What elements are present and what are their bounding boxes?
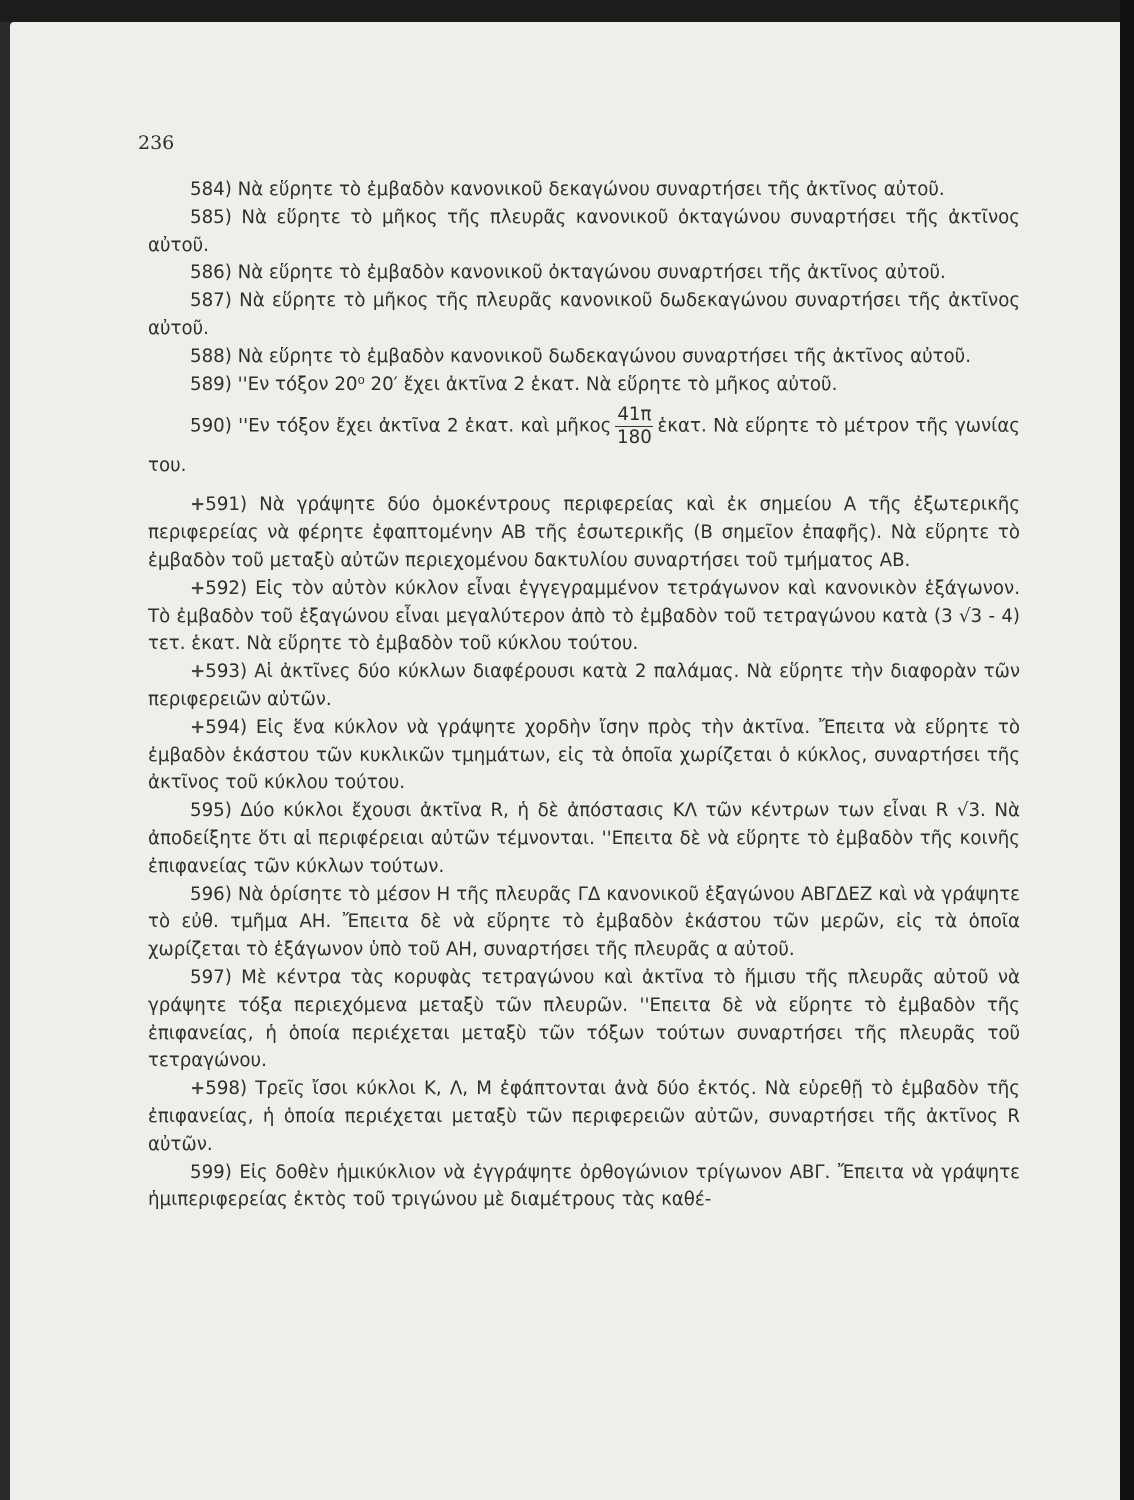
page-number: 236: [138, 132, 175, 154]
scan-top-border: [0, 0, 1134, 22]
problem-591: +591) Νὰ γράψητε δύο ὁμοκέντρους περιφερείας καὶ ἐκ σημείου Α τῆς ἐξωτερικῆς περιφερείας νὰ φέρητε ἐφαπτομένην ΑΒ τῆς ἐσωτερικῆς (Β σημεῖον ἐπαφῆς). Νὰ εὕρητε τὸ ἐμβαδὸν τοῦ μεταξὺ αὐτῶν περιεχομένου δακτυλίου συναρτήσει τοῦ τμήματος ΑΒ.: [148, 494, 1020, 571]
problem-number: 588: [190, 345, 225, 367]
handwritten-cross-mark: +: [190, 494, 206, 516]
problem-592: +592) Εἰς τὸν αὐτὸν κύκλον εἶναι ἐγγεγραμμένον τετράγωνον καὶ κανονικὸν ἑξάγωνον. Τὸ ἐμβαδὸν τοῦ ἑξαγώνου εἶναι μεγαλύτερον ἀπὸ τὸ ἐμβαδὸν τοῦ τετραγώνου κατὰ (3 √3 - 4) τετ. ἑκατ. Νὰ εὕρητε τὸ ἐμβαδὸν τοῦ κύκλου τούτου.: [148, 577, 1020, 655]
problem-list: [148, 176, 1020, 1214]
problem-number: 593: [205, 661, 240, 683]
problem-number: 594: [205, 716, 240, 738]
handwritten-cross-mark: +: [190, 577, 206, 599]
problem-number: 589: [190, 373, 225, 395]
problem-text: ''Εν τόξον 20⁰ 20′ ἔχει ἀκτῖνα 2 ἑκατ. Νὰ εὕρητε τὸ μῆκος αὐτοῦ.: [237, 373, 838, 395]
problem-text: Νὰ γράψητε δύο ὁμοκέντρους περιφερείας καὶ ἐκ σημείου Α τῆς ἐξωτερικῆς περιφερείας νὰ φέρητε ἐφαπτομένην ΑΒ τῆς ἐσωτερικῆς (Β σημεῖον ἐπαφῆς). Νὰ εὕρητε τὸ ἐμβαδὸν τοῦ μεταξὺ αὐτῶν περιεχομένου δακτυλίου συναρτήσει τοῦ τμήματος ΑΒ.: [148, 494, 1020, 571]
handwritten-cross-mark: +: [190, 716, 206, 738]
problem-text: Εἰς τὸν αὐτὸν κύκλον εἶναι ἐγγεγραμμένον τετράγωνον καὶ κανονικὸν ἑξάγωνον. Τὸ ἐμβαδὸν τοῦ ἑξαγώνου εἶναι μεγαλύτερον ἀπὸ τὸ ἐμβαδὸν τοῦ τετραγώνου κατὰ (3 √3 - 4) τετ. ἑκατ. Νὰ εὕρητε τὸ ἐμβαδὸν τοῦ κύκλου τούτου.: [148, 577, 1020, 655]
problem-text: Νὰ εὕρητε τὸ μῆκος τῆς πλευρᾶς κανονικοῦ ὀκταγώνου συναρτήσει τῆς ἀκτῖνος αὐτοῦ.: [148, 206, 1020, 256]
problem-text: Εἰς ἕνα κύκλον νὰ γράψητε χορδὴν ἴσην πρὸς τὴν ἀκτῖνα. Ἔπειτα νὰ εὕρητε τὸ ἐμβαδὸν ἑκάστου τῶν κυκλικῶν τμημάτων, εἰς τὰ ὁποῖα χωρίζεται ὁ κύκλος, συναρτήσει τῆς ἀκτῖνος τοῦ κύκλου τούτου.: [148, 716, 1020, 794]
problem-text: Τρεῖς ἴσοι κύκλοι Κ, Λ, Μ ἐφάπτονται ἀνὰ δύο ἐκτός. Νὰ εὑρεθῇ τὸ ἐμβαδὸν τῆς ἐπιφανείας, ἡ ὁποία περιέχεται μεταξὺ τῶν περιφερειῶν αὐτῶν, συναρτήσει τῆς ἀκτῖνος R αὐτῶν.: [148, 1078, 1020, 1155]
problem-text: Νὰ εὕρητε τὸ μῆκος τῆς πλευρᾶς κανονικοῦ δωδεκαγώνου συναρτήσει τῆς ἀκτῖνος αὐτοῦ.: [148, 290, 1020, 339]
problem-586: 586) Νὰ εὕρητε τὸ ἐμβαδὸν κανονικοῦ ὀκταγώνου συναρτήσει τῆς ἀκτῖνος αὐτοῦ.: [190, 262, 946, 284]
fraction-denominator: 180: [617, 427, 652, 449]
problem-number: 598: [205, 1078, 240, 1100]
problem-590: 590) ''Εν τόξον ἔχει ἀκτῖνα 2 ἑκατ. καὶ μῆκος $\frac{41\pi}{180}$ ἑκατ. Νὰ εὕρητε τὸ μέτρον τῆς γωνίας του.: [148, 404, 1020, 477]
problem-number: 590: [190, 415, 225, 437]
handwritten-cross-mark: +: [190, 661, 206, 683]
problem-587: 587) Νὰ εὕρητε τὸ μῆκος τῆς πλευρᾶς κανονικοῦ δωδεκαγώνου συναρτήσει τῆς ἀκτῖνος αὐτοῦ.: [148, 290, 1020, 339]
problem-599: 599) Εἰς δοθὲν ἡμικύκλιον νὰ ἐγγράψητε ὀρθογώνιον τρίγωνον ΑΒΓ. Ἔπειτα νὰ γράψητε ἡμιπεριφερείας ἐκτὸς τοῦ τριγώνου μὲ διαμέτρους τὰς καθέ-: [148, 1161, 1020, 1211]
scan-right-border: [1120, 0, 1134, 1500]
problem-588: 588) Νὰ εὕρητε τὸ ἐμβαδὸν κανονικοῦ δωδεκαγώνου συναρτήσει τῆς ἀκτῖνος αὐτοῦ.: [190, 345, 971, 367]
problem-595: 595) Δύο κύκλοι ἔχουσι ἀκτῖνα R, ἡ δὲ ἀπόστασις ΚΛ τῶν κέντρων των εἶναι R √3. Νὰ ἀποδείξητε ὅτι αἱ περιφέρειαι αὐτῶν τέμνονται. ''Επειτα δὲ νὰ εὕρητε τὸ ἐμβαδὸν τῆς κοινῆς ἐπιφανείας τῶν κύκλων τούτων.: [148, 800, 1020, 877]
problem-596: 596) Νὰ ὁρίσητε τὸ μέσον Η τῆς πλευρᾶς ΓΔ κανονικοῦ ἑξαγώνου ΑΒΓΔΕΖ καὶ νὰ γράψητε τὸ εὐθ. τμῆμα ΑΗ. Ἔπειτα δὲ νὰ εὕρητε τὸ ἐμβαδὸν ἑκάστου τῶν μερῶν, εἰς τὰ ὁποῖα χωρίζεται τὸ ἑξάγωνον ὑπὸ τοῦ ΑΗ, συναρτήσει τῆς πλευρᾶς α αὐτοῦ.: [148, 883, 1020, 961]
problem-text: Δύο κύκλοι ἔχουσι ἀκτῖνα R, ἡ δὲ ἀπόστασις ΚΛ τῶν κέντρων των εἶναι R √3. Νὰ ἀποδείξητε ὅτι αἱ περιφέρειαι αὐτῶν τέμνονται. ''Επειτα δὲ νὰ εὕρητε τὸ ἐμβαδὸν τῆς κοινῆς ἐπιφανείας τῶν κύκλων τούτων.: [148, 800, 1020, 877]
problem-number: 597: [190, 966, 225, 988]
problem-number: 592: [205, 577, 240, 599]
problem-text: Αἱ ἀκτῖνες δύο κύκλων διαφέρουσι κατὰ 2 παλάμας. Νὰ εὕρητε τὴν διαφορὰν τῶν περιφερειῶν αὐτῶν.: [148, 661, 1020, 710]
problem-584: 584) Νὰ εὕρητε τὸ ἐμβαδὸν κανονικοῦ δεκαγώνου συναρτήσει τῆς ἀκτῖνος αὐτοῦ.: [190, 179, 945, 200]
problem-number: 587: [190, 290, 225, 312]
problem-number: 599: [190, 1161, 225, 1183]
problem-number: 586: [190, 262, 225, 284]
problem-number: 596: [190, 883, 225, 905]
problem-593: +593) Αἱ ἀκτῖνες δύο κύκλων διαφέρουσι κατὰ 2 παλάμας. Νὰ εὕρητε τὴν διαφορὰν τῶν περιφερειῶν αὐτῶν.: [148, 661, 1020, 710]
problem-number: 595: [190, 800, 225, 822]
problem-589: 589) ''Εν τόξον 20⁰ 20′ ἔχει ἀκτῖνα 2 ἑκατ. Νὰ εὕρητε τὸ μῆκος αὐτοῦ.: [190, 373, 838, 395]
problem-text: Μὲ κέντρα τὰς κορυφὰς τετραγώνου καὶ ἀκτῖνα τὸ ἥμισυ τῆς πλευρᾶς αὐτοῦ νὰ γράψητε τόξα περιεχόμενα μεταξὺ τῶν πλευρῶν. ''Επειτα δὲ νὰ εὕρητε τὸ ἐμβαδὸν τῆς ἐπιφανείας, ἡ ὁποία περιέχεται μεταξὺ τῶν τόξων τούτων συναρτήσει τῆς πλευρᾶς τοῦ τετραγώνου.: [148, 966, 1020, 1072]
problem-number: 591: [205, 494, 240, 516]
handwritten-cross-mark: +: [190, 1078, 206, 1100]
problem-text: Εἰς δοθὲν ἡμικύκλιον νὰ ἐγγράψητε ὀρθογώνιον τρίγωνον ΑΒΓ. Ἔπειτα νὰ γράψητε ἡμιπεριφερείας ἐκτὸς τοῦ τριγώνου μὲ διαμέτρους τὰς καθέ-: [148, 1161, 1020, 1211]
problem-text: Νὰ εὕρητε τὸ ἐμβαδὸν κανονικοῦ δεκαγώνου συναρτήσει τῆς ἀκτῖνος αὐτοῦ.: [237, 179, 945, 200]
problem-text: Νὰ εὕρητε τὸ ἐμβαδὸν κανονικοῦ ὀκταγώνου συναρτήσει τῆς ἀκτῖνος αὐτοῦ.: [237, 262, 946, 284]
problem-text: Νὰ εὕρητε τὸ ἐμβαδὸν κανονικοῦ δωδεκαγώνου συναρτήσει τῆς ἀκτῖνος αὐτοῦ.: [237, 345, 971, 367]
problem-598: +598) Τρεῖς ἴσοι κύκλοι Κ, Λ, Μ ἐφάπτονται ἀνὰ δύο ἐκτός. Νὰ εὑρεθῇ τὸ ἐμβαδὸν τῆς ἐπιφανείας, ἡ ὁποία περιέχεται μεταξὺ τῶν περιφερειῶν αὐτῶν, συναρτήσει τῆς ἀκτῖνος R αὐτῶν.: [148, 1078, 1020, 1155]
problem-number: 584: [190, 179, 225, 200]
problem-597: 597) Μὲ κέντρα τὰς κορυφὰς τετραγώνου καὶ ἀκτῖνα τὸ ἥμισυ τῆς πλευρᾶς αὐτοῦ νὰ γράψητε τόξα περιεχόμενα μεταξὺ τῶν πλευρῶν. ''Επειτα δὲ νὰ εὕρητε τὸ ἐμβαδὸν τῆς ἐπιφανείας, ἡ ὁποία περιέχεται μεταξὺ τῶν τόξων τούτων συναρτήσει τῆς πλευρᾶς τοῦ τετραγώνου.: [148, 966, 1020, 1072]
fraction-numerator: 41π: [617, 404, 652, 426]
problem-text: ''Εν τόξον ἔχει ἀκτῖνα 2 ἑκατ. καὶ μῆκος: [238, 415, 612, 437]
problem-594: +594) Εἰς ἕνα κύκλον νὰ γράψητε χορδὴν ἴσην πρὸς τὴν ἀκτῖνα. Ἔπειτα νὰ εὕρητε τὸ ἐμβαδὸν ἑκάστου τῶν κυκλικῶν τμημάτων, εἰς τὰ ὁποῖα χωρίζεται ὁ κύκλος, συναρτήσει τῆς ἀκτῖνος τοῦ κύκλου τούτου.: [148, 716, 1020, 794]
problem-text: ἑκατ. Νὰ εὕρητε τὸ μέτρον τῆς γωνίας του.: [148, 415, 1020, 477]
fraction: [615, 404, 653, 449]
problem-text: Νὰ ὁρίσητε τὸ μέσον Η τῆς πλευρᾶς ΓΔ κανονικοῦ ἑξαγώνου ΑΒΓΔΕΖ καὶ νὰ γράψητε τὸ εὐθ. τμῆμα ΑΗ. Ἔπειτα δὲ νὰ εὕρητε τὸ ἐμβαδὸν ἑκάστου τῶν μερῶν, εἰς τὰ ὁποῖα χωρίζεται τὸ ἑξάγωνον ὑπὸ τοῦ ΑΗ, συναρτήσει τῆς πλευρᾶς α αὐτοῦ.: [148, 883, 1020, 961]
problem-585: 585) Νὰ εὕρητε τὸ μῆκος τῆς πλευρᾶς κανονικοῦ ὀκταγώνου συναρτήσει τῆς ἀκτῖνος αὐτοῦ.: [148, 206, 1020, 256]
problem-number: 585: [190, 206, 225, 228]
